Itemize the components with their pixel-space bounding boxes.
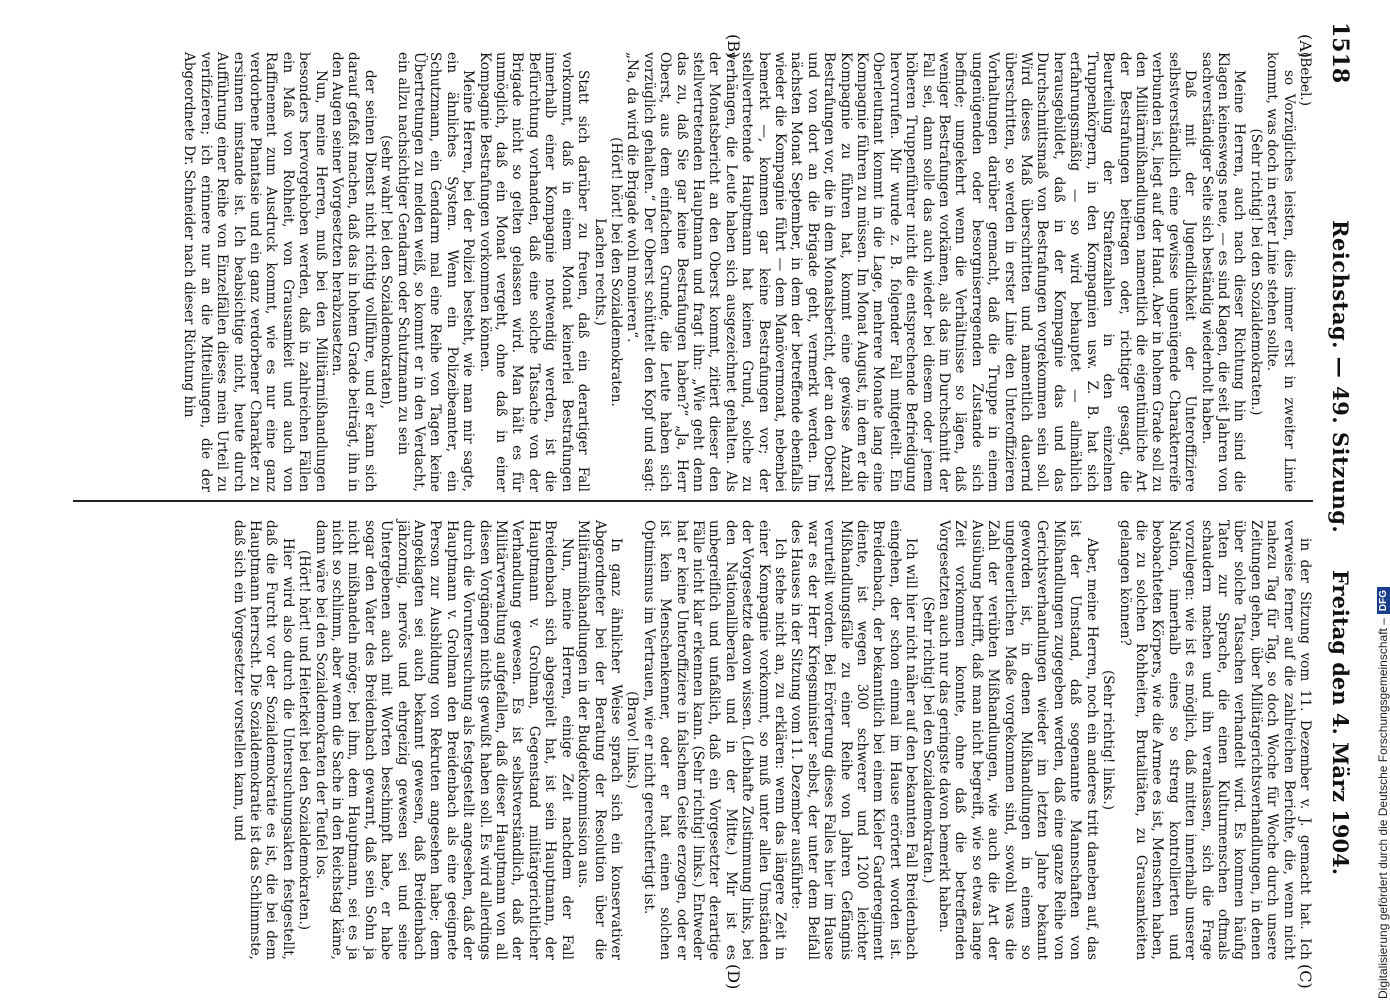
text-column-right bbox=[73, 520, 1313, 960]
interjection: (Hört! hört! und Heiterkeit bei den Sozialdemokraten.) bbox=[296, 549, 313, 931]
text-column-left bbox=[73, 52, 1313, 492]
running-header-left: Reichstag. — 49. Sitzung. bbox=[1328, 220, 1353, 534]
paragraph: In ganz ähnlicher Weise sprach sich ein konservativer Abgeordneter bei der Beratung der Resolution über die Militärmißhandlungen in der Budgetkommission aus. bbox=[575, 520, 624, 960]
dfg-logo: DFG bbox=[1377, 587, 1390, 614]
margin-marker-b: (B) bbox=[724, 34, 743, 59]
interjection: (Sehr richtig! bei den Sozialdemokraten.) bbox=[1247, 128, 1264, 416]
paragraph: Daß mit der Jugendlichkeit der Unteroffiziere selbstverständlich eine gewisse ungenügende Charakterreife verbunden ist, liegt auf der Hand. Aber in hohem Grade soll zu den Militärmißhandlungen namentlich die eigentümliche Art der Bestrafungen beitragen oder, richtiger gesagt, die Beurteilung der Strafenzahlen in den einzelnen Truppenkörpern, in den Kompagnien usw. Z. B. hat sich erfahrungsmäßig — so wird behauptet — allmählich herausgebildet, daß in der Kompagnie das und das Durchschnittsmaß von Bestrafungen vorgekommen sein soll. Wird dieses Maß überschritten und namentlich dauernd überschritten, so werden in erster Linie den Unteroffizieren Vorhaltungen darüber gemacht, daß die Truppe in einem ungenügenden oder besorgniserregenden Zustande sich befinde; umgekehrt wenn die Verhältnisse so lägen, daß weniger Bestrafungen vorkämen, als das im Durchschnitt der Fall sei, dann solle das auch wieder bei diesem oder jenem höheren Truppenführer nicht die entsprechende Befriedigung hervorrufen. Mir wurde z. B. folgender Fall mitgeteilt. Ein Oberleutnant kommt in die Lage, mehrere Monate lang eine Kompagnie führen zu müssen. Im Monat August, in dem er die Kompagnie zu führen hat, kommt eine gewisse Anzahl Bestrafungen vor, die in dem Monatsbericht, der an den Oberst und von dort an die Brigade geht, vermerkt werden. Im nächsten Monat September, in dem der betreffende ebenfalls wieder die Kompagnie führt — dem Manövermonat, nebenbei bemerkt —, kommen gar keine Bestrafungen vor; der stellvertretende Hauptmann hat keinen Grund, solche zu verhängen, die Leute haben sich ausgezeichnet gehalten. Als der Monatsbericht an den Oberst kommt, zitiert dieser den stellvertretenden Hauptmann und fragt ihn: „Wie geht denn das zu, daß Sie gar keine Bestrafungen haben?“ „Ja, Herr Oberst, aus dem einfachen Grunde, die Leute haben sich vorzüglich gehalten.“ Der Oberst schüttelt den Kopf und sagt: „Na, da wird die Brigade wohl monieren“. bbox=[624, 52, 1199, 492]
paragraph: Statt sich darüber zu freuen, daß ein derartiger Fall vorkommt, daß in einem Monat keinerlei Bestrafungen innerhalb einer Kompagnie notwendig werden, ist die Befürchtung vorhanden, daß eine solche Tatsache von der Brigade nicht so gelten gelassen wird. Man hält es für unmöglich, daß ein Monat vergeht, ohne daß in einer Kompagnie Bestrafungen vorkommen können. bbox=[476, 52, 592, 492]
paragraph: Hier wird also durch die Untersuchungsakten festgestellt, daß die Furcht vor der Sozialdemokratie es ist, die bei dem Hauptmann herrscht. Die Sozialdemokratie ist das Schlimmste, daß sich ein Vorgesetzter vorstellen kann, und bbox=[230, 520, 296, 960]
column-divider bbox=[73, 500, 1313, 502]
interjection: Lachen rechts.) bbox=[591, 218, 608, 326]
paragraph: Ich will hier nicht näher auf den bekannten Fall Breidenbach eingehen, der schon einmal im Hause erörtert worden ist. Breidenbach, der bekanntlich bei einem Kieler Garderegiment diente, ist wegen 300 schwerer und 1200 leichter Mißhandlungsfälle zu einer Reihe von Jahren Gefängnis verurteilt worden. Bei Erörterung dieses Falles hier im Hause war es der Herr Kriegsminister selbst, der unter dem Beifall des Hauses in der Sitzung vom 11. Dezember ausführte: bbox=[788, 520, 920, 960]
running-header-right: Freitag den 4. März 1904. bbox=[1328, 570, 1353, 876]
paragraph: Meine Herren, auch nach dieser Richtung hin sind die Klagen keineswegs neue, — es sind Klagen, die seit Jahren von sachverständiger Seite sich beständig wiederholt haben. bbox=[1198, 52, 1248, 492]
interjection: (Sehr richtig! links.) bbox=[1100, 669, 1117, 811]
margin-marker-d: (D) bbox=[724, 964, 743, 990]
margin-marker-a: (A) bbox=[1296, 34, 1315, 59]
quotation: Ich stehe nicht an, zu erklären: wenn das längere Zeit in einer Kompagnie vorkommt, so muß unter allen Umständen der Vorgesetzte davon wissen. (Lebhafte Zustimmung links, bei den Nationalliberalen und in der Mitte.) Mir ist es unbegreiflich und unfaßlich, daß ein Vorgesetzter derartige Fälle nicht klar erkennen kann. (Sehr richtig! links.) Entweder hat er keine Unteroffiziere in falschem Geiste erzogen, oder er ist kein Menschenkenner, oder er hat einen solchen Optimismus im Vertrauen, wie er nicht gerechtfertigt ist. bbox=[640, 520, 788, 960]
paragraph: so Vorzügliches leisten, dies immer erst in zweiter Linie kommt, was doch in erster Linie stehen sollte. bbox=[1264, 52, 1297, 492]
paragraph: Nun, meine Herren, einige Zeit nachdem der Fall Breidenbach sich abgespielt hat, ist sein Hauptmann, der Hauptmann v. Grolman, Gegenstand militärgerichtlicher Verhandlung gewesen. Es ist selbstverständlich, daß der Militärverwaltung aufgefallen, daß dieser Hauptmann von all diesen Vorgängen nichts gewußt haben soll. Es wird allerdings durch die Voruntersuchung als festgestellt angesehen, daß der Hauptmann v. Grolman den Breidenbach als eine geeignete Person zur Ausbildung von Rekruten angesehen habe; dem Angeklagten sei auch bekannt gewesen, daß Breidenbach jähzornig, nervös und ehrgeizig gewesen sei und seine Untergebenen auch mit Worten beschimpft habe, er habe sogar den Vater des Breidenbach gewarnt, daß sein Sohn ja nicht mißhandeln möge; bei ihm, dem Hauptmann, sei es ja nicht so schlimm, aber wenn die Sache in den Reichstag käme, dann wäre bei den Sozialdemokraten der Teufel los. bbox=[312, 520, 575, 960]
interjection: (Sehr richtig! bei den Sozialdemokraten.) bbox=[919, 596, 936, 884]
paragraph: Aber, meine Herren, noch ein anderes tritt daneben auf, das ist der Umstand, daß sogenannte Mannschaften von Mißhandlungen zugegeben werden, daß eine ganze Reihe von Gerichtsverhandlungen wieder im letzten Jahre bekannt geworden ist, in denen Mißhandlungen in einem so ungeheuerlichen Maße vorgekommen sind, sowohl was die Zahl der verübten Mißhandlungen, wie auch die Art der Ausübung betrifft, daß man nicht begreift, wie so etwas lange Zeit vorkommen konnte, ohne daß die betreffenden Vorgesetzten auch nur das geringste davon bemerkt haben. bbox=[936, 520, 1100, 960]
interjection: (Bravo! links.) bbox=[624, 691, 641, 789]
paragraph: Meine Herren, bei der Polizei besteht, wie man mir sagte, ein ähnliches System. Wenn ein Polizeibeamter, ein Schutzmann, ein Gendarm mal eine Reihe von Tagen keine Übertretungen zu melden weiß, so kommt er in den Verdacht, ein allzu nachsichtiger Gendarm oder Schutzmann zu sein bbox=[394, 52, 477, 492]
interjection: (sehr wahr! bei den Sozialdemokraten), bbox=[378, 135, 395, 409]
paragraph: der seinen Dienst nicht richtig vollführe, und er kann sich darauf gefaßt machen, daß das in hohem Grade beiträgt, ihn in den Augen seiner Vorgesetzten herabzusetzen. bbox=[329, 52, 378, 492]
footer-text: Digitalisierung gefördert durch die Deutsche Forschungsgemeinschaft – bbox=[1376, 618, 1390, 999]
digitization-footer bbox=[1376, 0, 1390, 999]
paragraph: in der Sitzung vom 11. Dezember v. J. gemacht hat. Ich verweise ferner auf die zahlreichen Berichte, die, wenn nicht nahezu Tag für Tag, so doch Woche für Woche durch unsere Zeitungen gehen, über Militärgerichtsverhandlungen, in denen über solche Tatsachen verhandelt wird. Es kommen häufig Taten zur Sprache, die einen Kulturmenschen oftmals schaudern machen und ihn veranlassen, sich die Frage vorzulegen: wie ist es möglich, daß mitten innerhalb unserer Nation, innerhalb eines so streng kontrollierten und beobachteten Körpers, wie die Armee es ist, Menschen haben, die zu solchen Rohheiten, Brutalitäten, zu Grausamkeiten gelangen können? bbox=[1116, 520, 1313, 960]
speaker-name: (Bebel.) bbox=[1297, 52, 1313, 107]
margin-marker-c: (C) bbox=[1296, 964, 1315, 989]
paragraph: Nun, meine Herren, muß bei den Militärmißhandlungen besonders hervorgehoben werden, daß in zahlreichen Fällen ein Maß von Rohheit, von Grausamkeit und auch von Raffinement zum Ausdruck kommt, wie es nur eine ganz verdorbene Phantasie und ein ganz verdorbener Charakter zu ersinnen imstande ist. Ich beabsichtige nicht, heute durch Aufführung einer Reihe von Einzelfällen dieses mein Urteil zu verifizieren; ich erinnere nur an die Mitteilungen, die der Abgeordnete Dr. Schneider nach dieser Richtung hin bbox=[181, 52, 329, 492]
interjection: (Hört! hört! bei den Sozialdemokraten. bbox=[607, 137, 624, 407]
page-number: 1518 bbox=[1327, 22, 1353, 84]
